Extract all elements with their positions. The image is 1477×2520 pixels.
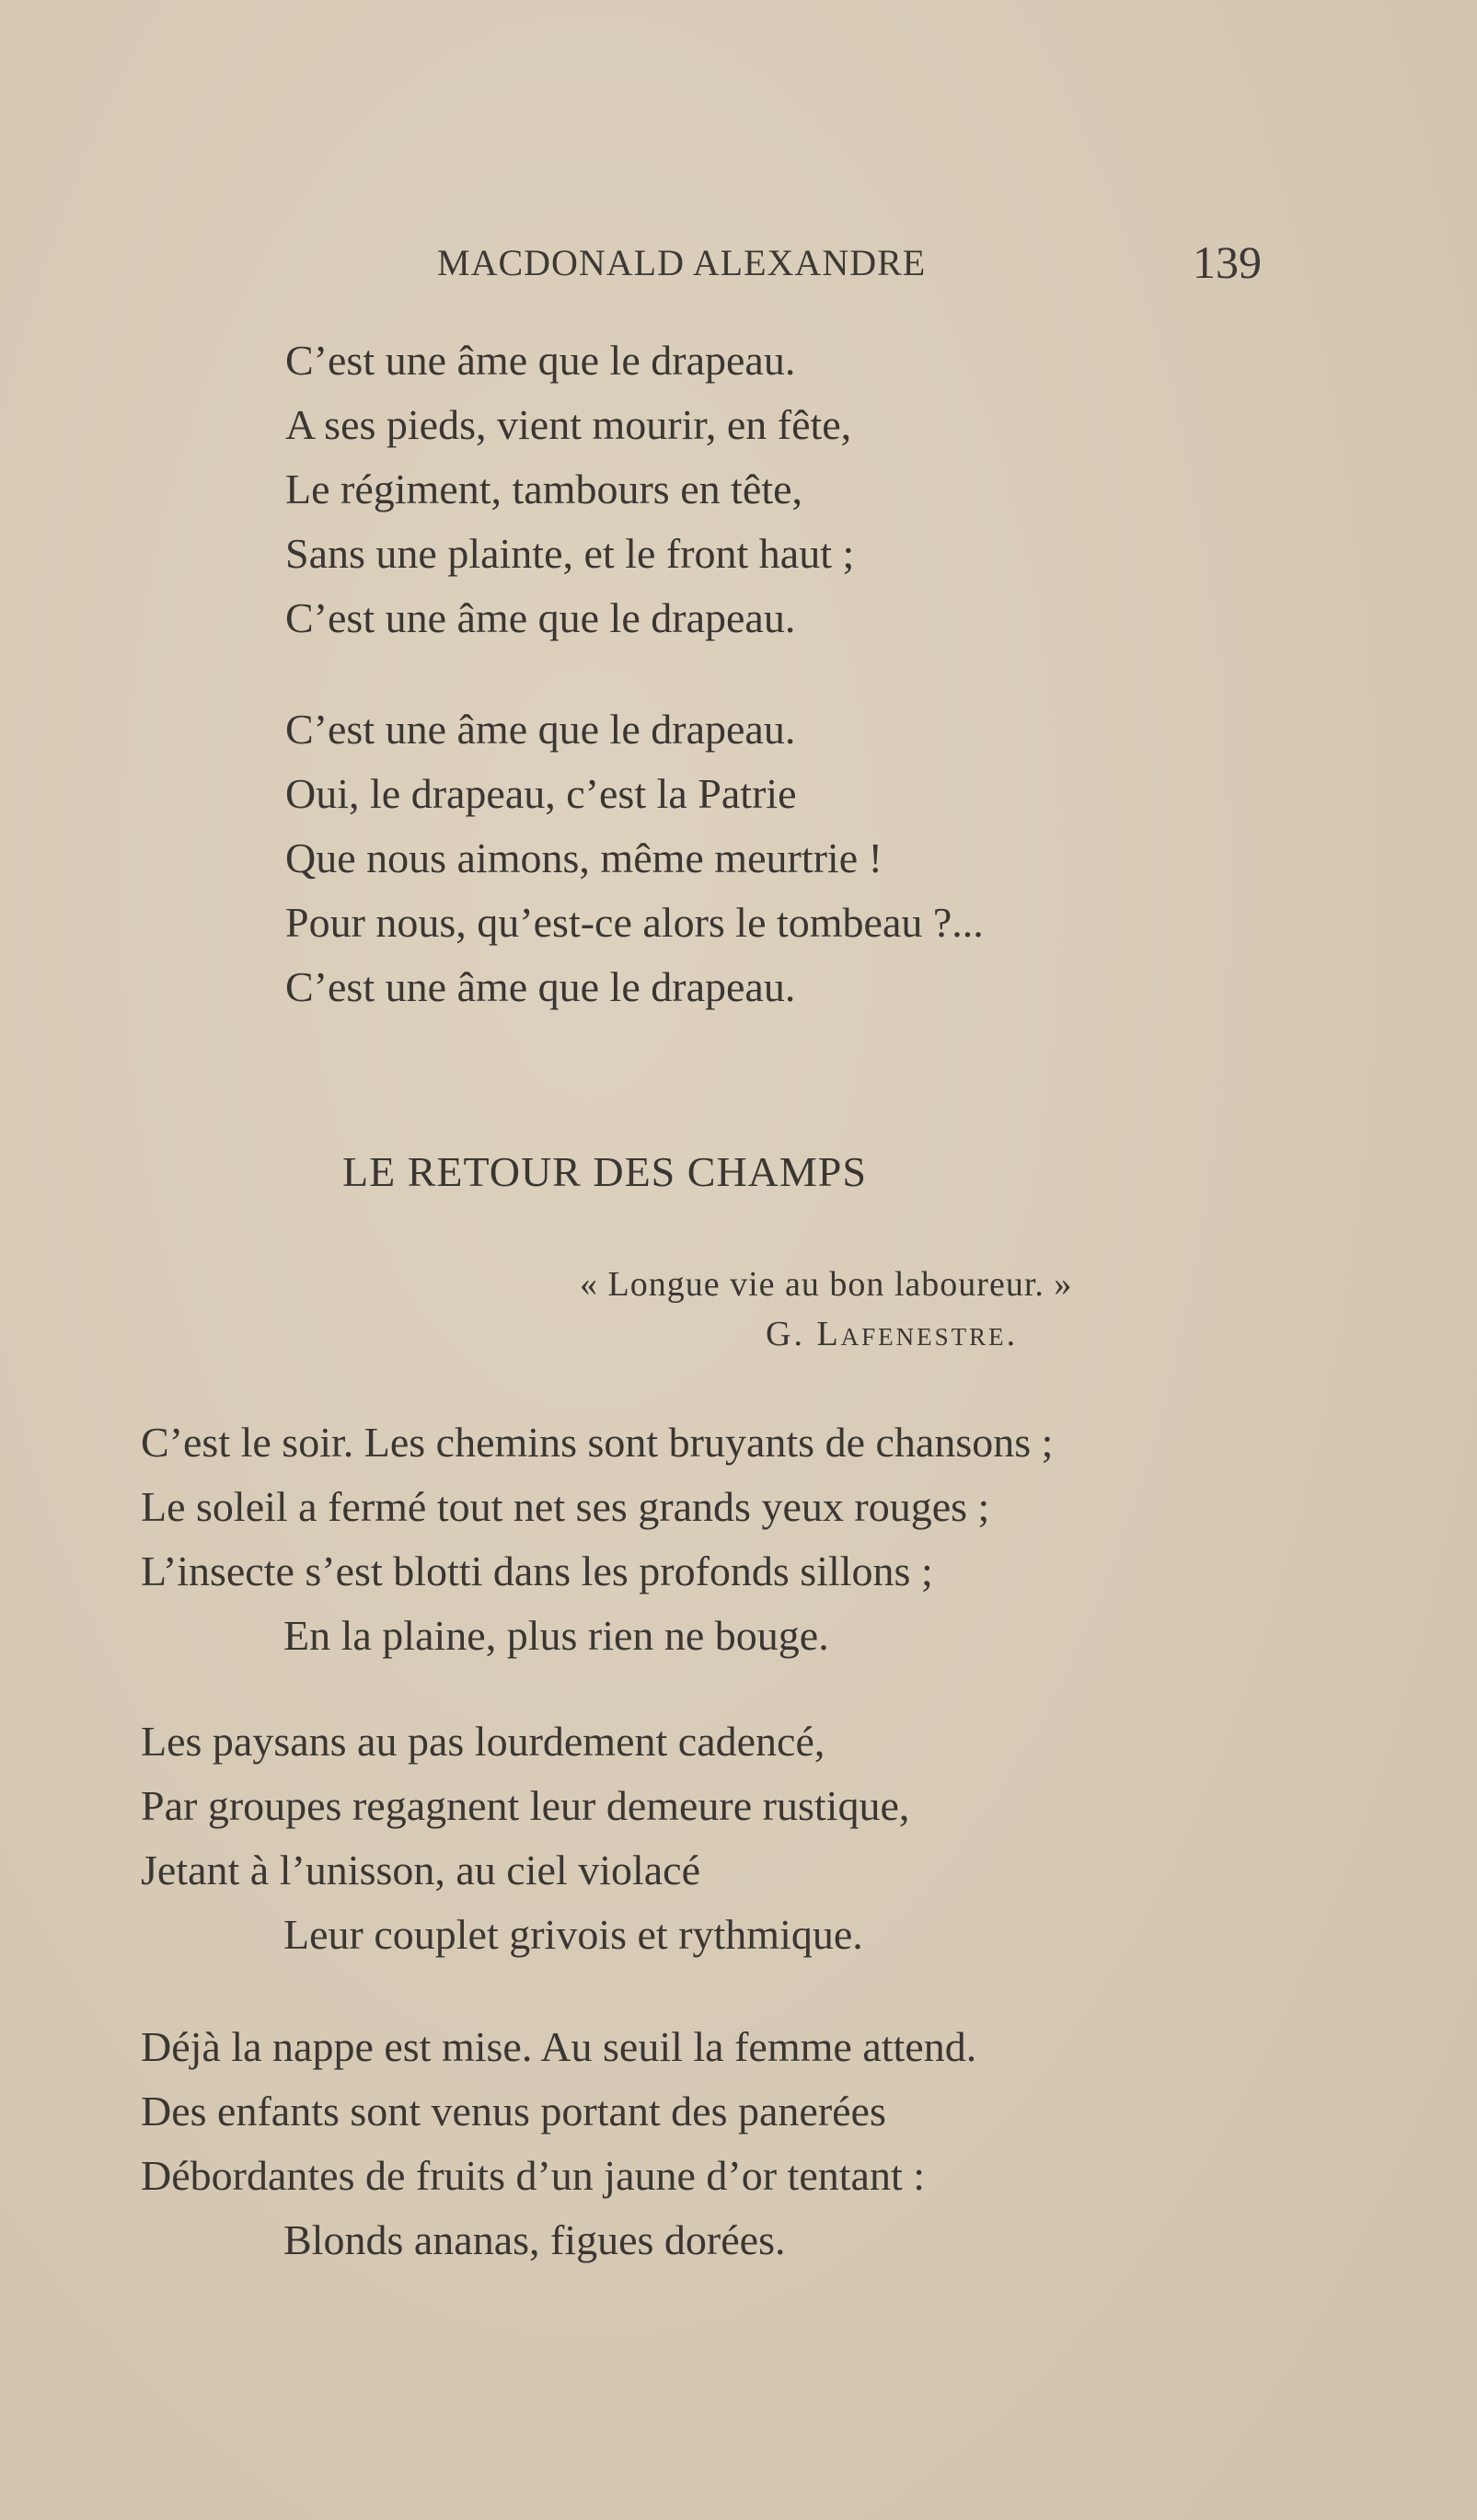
verse-line: Des enfants sont venus portant des panerées: [141, 2088, 886, 2135]
verse-line: Les paysans au pas lourdement cadencé,: [141, 1718, 825, 1765]
verse-line: C’est une âme que le drapeau.: [285, 706, 796, 753]
verse-line: Pour nous, qu’est-ce alors le tombeau ?...: [285, 899, 984, 946]
page-number: 139: [1193, 236, 1262, 288]
verse-line: Leur couplet grivois et rythmique.: [283, 1911, 863, 1958]
poem-title: LE RETOUR DES CHAMPS: [342, 1148, 867, 1195]
verse-line: Déjà la nappe est mise. Au seuil la femme attend.: [141, 2023, 977, 2070]
epigraph-attribution: G. Lafenestre.: [766, 1315, 1019, 1353]
verse-line: Le soleil a fermé tout net ses grands yeux rouges ;: [141, 1483, 990, 1530]
verse-line: Blonds ananas, figues dorées.: [283, 2216, 786, 2263]
verse-line: C’est une âme que le drapeau.: [285, 594, 796, 641]
running-head: MACDONALD ALEXANDRE: [437, 242, 927, 283]
verse-line: Débordantes de fruits d’un jaune d’or tentant :: [141, 2152, 926, 2199]
poem2-stanza-2: [141, 1709, 909, 1967]
verse-line: Le régiment, tambours en tête,: [285, 466, 803, 512]
verse-line: A ses pieds, vient mourir, en fête,: [285, 401, 852, 448]
poem1-stanza-1: [285, 328, 854, 650]
verse-line: Jetant à l’unisson, au ciel violacé: [141, 1847, 701, 1893]
verse-line: Que nous aimons, même meurtrie !: [285, 834, 883, 881]
verse-line: C’est le soir. Les chemins sont bruyants de chansons ;: [141, 1419, 1054, 1466]
poem1-stanza-2: [285, 697, 984, 1019]
verse-line: Oui, le drapeau, c’est la Patrie: [285, 770, 797, 817]
verse-line: Par groupes regagnent leur demeure rustique,: [141, 1782, 910, 1829]
verse-line: C’est une âme que le drapeau.: [285, 337, 796, 384]
verse-line: C’est une âme que le drapeau.: [285, 963, 796, 1010]
verse-line: En la plaine, plus rien ne bouge.: [283, 1612, 829, 1659]
verse-line: Sans une plainte, et le front haut ;: [285, 530, 855, 577]
verse-line: L’insecte s’est blotti dans les profonds sillons ;: [141, 1548, 933, 1594]
epigraph: « Longue vie au bon laboureur. »: [580, 1265, 1073, 1304]
poem2-stanza-3: [141, 2015, 976, 2273]
poem2-stanza-1: [141, 1410, 1053, 1668]
